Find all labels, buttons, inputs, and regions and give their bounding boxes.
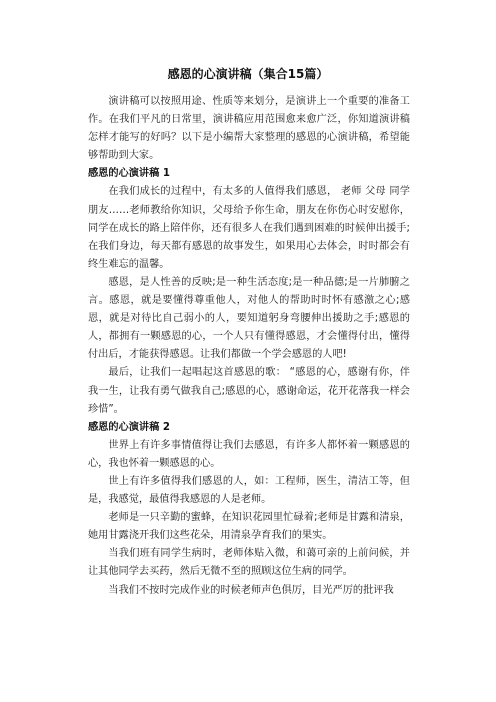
section-paragraph: 感恩，是人性善的反映;是一种生活态度;是一种品德;是一片肺腑之言。感恩，就是要懂得尊重他人，对他人的帮助时时怀有感激之心;感恩，就是对待比自己弱小的人，要知道躬身弯腰伸出援助之手;感恩的人，都拥有一颗感恩的心，一个人只有懂得感恩，才会懂得付出，懂得付出后，才能获得感恩。让我们都做一个学会感恩的人吧! — [88, 276, 410, 361]
section-paragraph: 在我们成长的过程中，有太多的人值得我们感恩， 老师 父母 同学 朋友……老师教给你知识，父母给予你生命，朋友在你伤心时安慰你，同学在成长的路上陪伴你，还有很多人在我们遇到困难的时候伸出援手; 在我们身边，每天都有感恩的故事发生，如果用心去体会，时时都会有终生难忘的温馨。 — [88, 186, 410, 270]
section-paragraph: 当我们班有同学生病时，老师体贴入微，和蔼可亲的上前问候，并让其他同学去买药，然后无微不至的照顾这位生病的同学。 — [88, 548, 410, 578]
section-paragraph: 最后，让我们一起唱起这首感恩的歌： “感恩的心，感谢有你，伴我一生，让我有勇气做我自己;感恩的心，感谢命运，花开花落我一样会珍惜”。 — [88, 367, 410, 415]
document-title: 感恩的心演讲稿（集合15篇） — [167, 67, 329, 81]
section-paragraph: 世上有许多值得我们感恩的人，如：工程师，医生，清洁工等，但是，我感觉，最值得我感恩的人是老师。 — [88, 475, 410, 506]
section-heading: 感恩的心演讲稿 1 — [88, 168, 170, 180]
section-paragraph: 世界上有许多事情值得让我们去感恩，有许多人都怀着一颗感恩的心，我也怀着一颗感恩的心。 — [88, 439, 410, 469]
document-body — [88, 93, 410, 600]
section-heading: 感恩的心演讲稿 2 — [88, 421, 170, 433]
section-paragraph: 老师是一只辛勤的蜜蜂，在知识花园里忙碌着;老师是甘露和清泉，她用甘露浇开我们这些花朵，用清泉孕育我们的果实。 — [88, 512, 410, 542]
intro-paragraph: 演讲稿可以按照用途、性质等来划分，是演讲上一个重要的准备工作。在我们平凡的日常里，演讲稿应用范围愈来愈广泛，你知道演讲稿怎样才能写的好吗？以下是小编帮大家整理的感恩的心演讲稿，希望能够帮助到大家。 — [88, 96, 410, 162]
section-paragraph: 当我们不按时完成作业的时候老师声色俱厉，目光严厉的批评我 — [108, 584, 394, 596]
